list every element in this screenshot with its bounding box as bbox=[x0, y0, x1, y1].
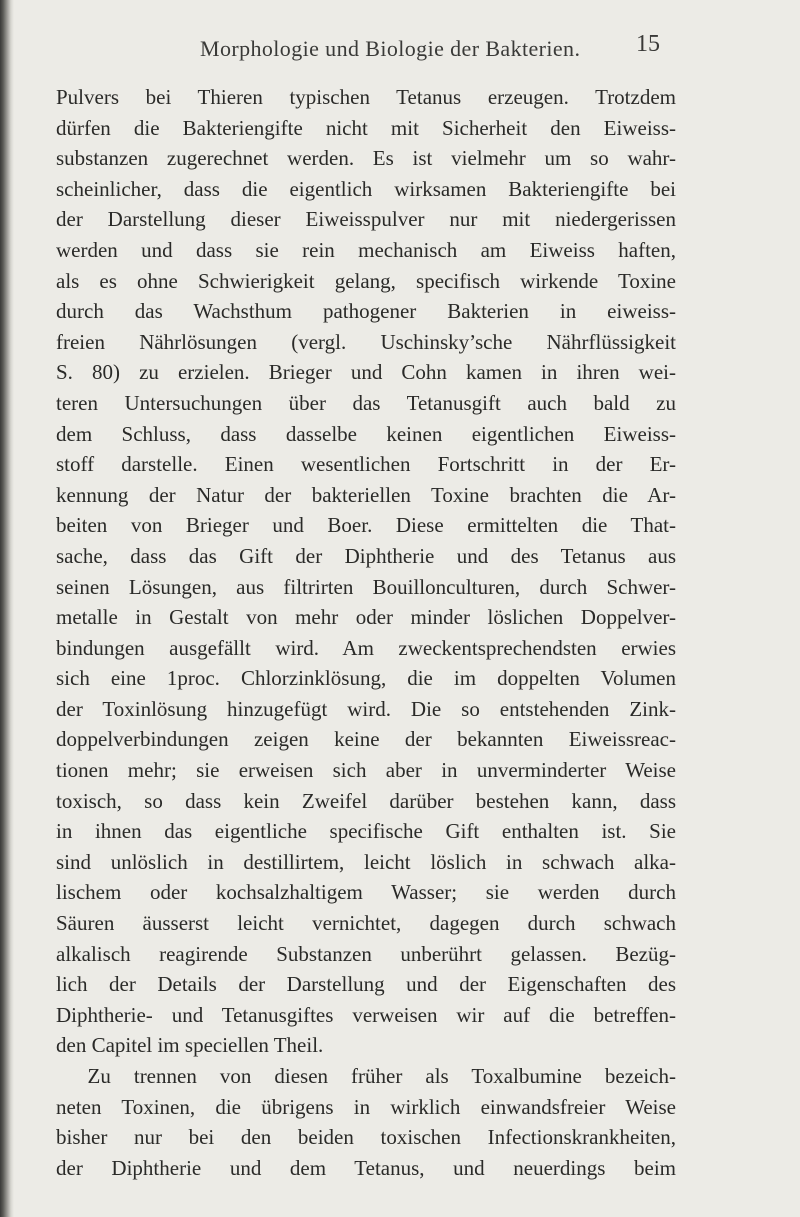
text-line: kennung der Natur der bakteriellen Toxine brachten die Ar- bbox=[56, 482, 676, 507]
text-line: sind unlöslich in destillirtem, leicht löslich in schwach alka- bbox=[56, 849, 676, 874]
text-line: beiten von Brieger und Boer. Diese ermittelten die That- bbox=[56, 513, 676, 538]
text-line: freien Nährlösungen (vergl. Uschinsky’sche Nährflüssigkeit bbox=[56, 329, 676, 354]
text-line: bindungen ausgefällt wird. Am zweckentsprechendsten erwies bbox=[56, 635, 676, 660]
text-line: dem Schluss, dass dasselbe keinen eigentlichen Eiweiss- bbox=[56, 421, 676, 446]
text-line: doppelverbindungen zeigen keine der bekannten Eiweissreac- bbox=[56, 727, 676, 752]
text-line: Diphtherie- und Tetanusgiftes verweisen wir auf die betreffen- bbox=[56, 1002, 676, 1027]
text-line: bisher nur bei den beiden toxischen Infectionskrankheiten, bbox=[56, 1125, 676, 1150]
text-line: S. 80) zu erzielen. Brieger und Cohn kamen in ihren wei- bbox=[56, 360, 676, 385]
text-line: tionen mehr; sie erweisen sich aber in unverminderter Weise bbox=[56, 758, 676, 783]
text-line: sich eine 1proc. Chlorzinklösung, die im doppelten Volumen bbox=[56, 666, 676, 691]
text-line: teren Untersuchungen über das Tetanusgift auch bald zu bbox=[56, 390, 676, 415]
text-line: neten Toxinen, die übrigens in wirklich einwandsfreier Weise bbox=[56, 1094, 676, 1119]
text-line: als es ohne Schwierigkeit gelang, specifisch wirkende Toxine bbox=[56, 268, 676, 293]
text-line: Säuren äusserst leicht vernichtet, dagegen durch schwach bbox=[56, 911, 676, 936]
paragraph-end-line: den Capitel im speciellen Theil. bbox=[56, 1033, 324, 1058]
running-title: Morphologie und Biologie der Bakterien. bbox=[200, 36, 581, 61]
text-line: Pulvers bei Thieren typischen Tetanus erzeugen. Trotzdem bbox=[56, 85, 676, 109]
text-line: seinen Lösungen, aus filtrirten Bouillonculturen, durch Schwer- bbox=[56, 574, 676, 599]
text-line: alkalisch reagirende Substanzen unberührt gelassen. Bezüg- bbox=[56, 941, 676, 966]
body-text bbox=[56, 82, 676, 1183]
page-edge-shadow bbox=[0, 0, 14, 1217]
text-line: toxisch, so dass kein Zweifel darüber bestehen kann, dass bbox=[56, 788, 676, 813]
text-line: dürfen die Bakteriengifte nicht mit Sicherheit den Eiweiss- bbox=[56, 115, 676, 140]
text-line: stoff darstelle. Einen wesentlichen Fortschritt in der Er- bbox=[56, 452, 676, 477]
text-line: lich der Details der Darstellung und der Eigenschaften des bbox=[56, 972, 676, 997]
text-line: sache, dass das Gift der Diphtherie und des Tetanus aus bbox=[56, 543, 676, 568]
text-line: der Toxinlösung hinzugefügt wird. Die so entstehenden Zink- bbox=[56, 696, 676, 721]
text-line: der Darstellung dieser Eiweisspulver nur mit niedergerissen bbox=[56, 207, 676, 232]
paragraph-start-line: Zu trennen von diesen früher als Toxalbumine bezeich- bbox=[87, 1064, 676, 1088]
text-line: der Diphtherie und dem Tetanus, und neuerdings beim bbox=[56, 1155, 676, 1180]
page-number: 15 bbox=[636, 31, 660, 57]
text-line: scheinlicher, dass die eigentlich wirksamen Bakteriengifte bei bbox=[56, 176, 676, 201]
text-line: werden und dass sie rein mechanisch am Eiweiss haften, bbox=[56, 237, 676, 262]
text-line: substanzen zugerechnet werden. Es ist vielmehr um so wahr- bbox=[56, 146, 676, 171]
text-line: durch das Wachsthum pathogener Bakterien in eiweiss- bbox=[56, 299, 676, 324]
text-line: in ihnen das eigentliche specifische Gift enthalten ist. Sie bbox=[56, 819, 676, 844]
text-line: metalle in Gestalt von mehr oder minder löslichen Doppelver- bbox=[56, 605, 676, 630]
text-line: lischem oder kochsalzhaltigem Wasser; sie werden durch bbox=[56, 880, 676, 905]
